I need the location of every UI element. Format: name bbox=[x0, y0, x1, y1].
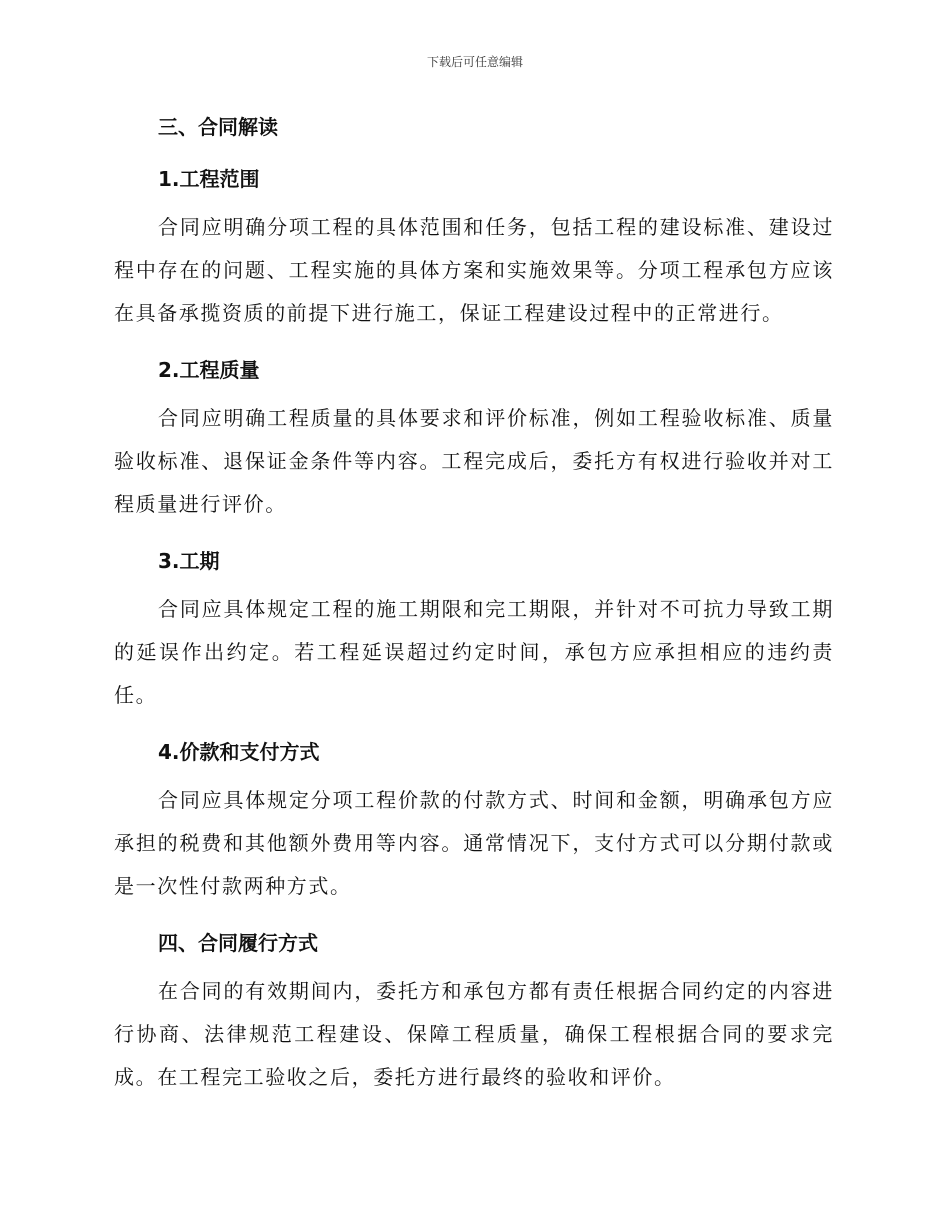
paragraph-scope: 合同应明确分项工程的具体范围和任务，包括工程的建设标准、建设过程中存在的问题、工程实施的具体方案和实施效果等。分项工程承包方应该在具备承揽资质的前提下进行施工，保证工程建设过程中的正常进行。 bbox=[114, 215, 834, 325]
page-header-note: 下载后可任意编辑 bbox=[426, 55, 523, 69]
subsection-heading-duration: 3.工期 bbox=[158, 549, 220, 573]
subsection-heading-payment: 4.价款和支付方式 bbox=[158, 740, 320, 764]
paragraph-quality: 合同应明确工程质量的具体要求和评价标准，例如工程验收标准、质量验收标准、退保证金条件等内容。工程完成后，委托方有权进行验收并对工程质量进行评价。 bbox=[114, 406, 834, 516]
document-body bbox=[114, 110, 834, 1099]
section-title-contract-interpretation: 三、合同解读 bbox=[158, 115, 278, 139]
section-title-performance: 四、合同履行方式 bbox=[158, 931, 318, 955]
paragraph-payment: 合同应具体规定分项工程价款的付款方式、时间和金额，明确承包方应承担的税费和其他额外费用等内容。通常情况下，支付方式可以分期付款或是一次性付款两种方式。 bbox=[114, 788, 834, 898]
paragraph-duration: 合同应具体规定工程的施工期限和完工期限，并针对不可抗力导致工期的延误作出约定。若工程延误超过约定时间，承包方应承担相应的违约责任。 bbox=[114, 597, 834, 707]
paragraph-performance: 在合同的有效期间内，委托方和承包方都有责任根据合同约定的内容进行协商、法律规范工程建设、保障工程质量，确保工程根据合同的要求完成。在工程完工验收之后，委托方进行最终的验收和评价。 bbox=[114, 979, 834, 1089]
subsection-heading-quality: 2.工程质量 bbox=[158, 358, 260, 382]
subsection-heading-scope: 1.工程范围 bbox=[158, 167, 260, 191]
